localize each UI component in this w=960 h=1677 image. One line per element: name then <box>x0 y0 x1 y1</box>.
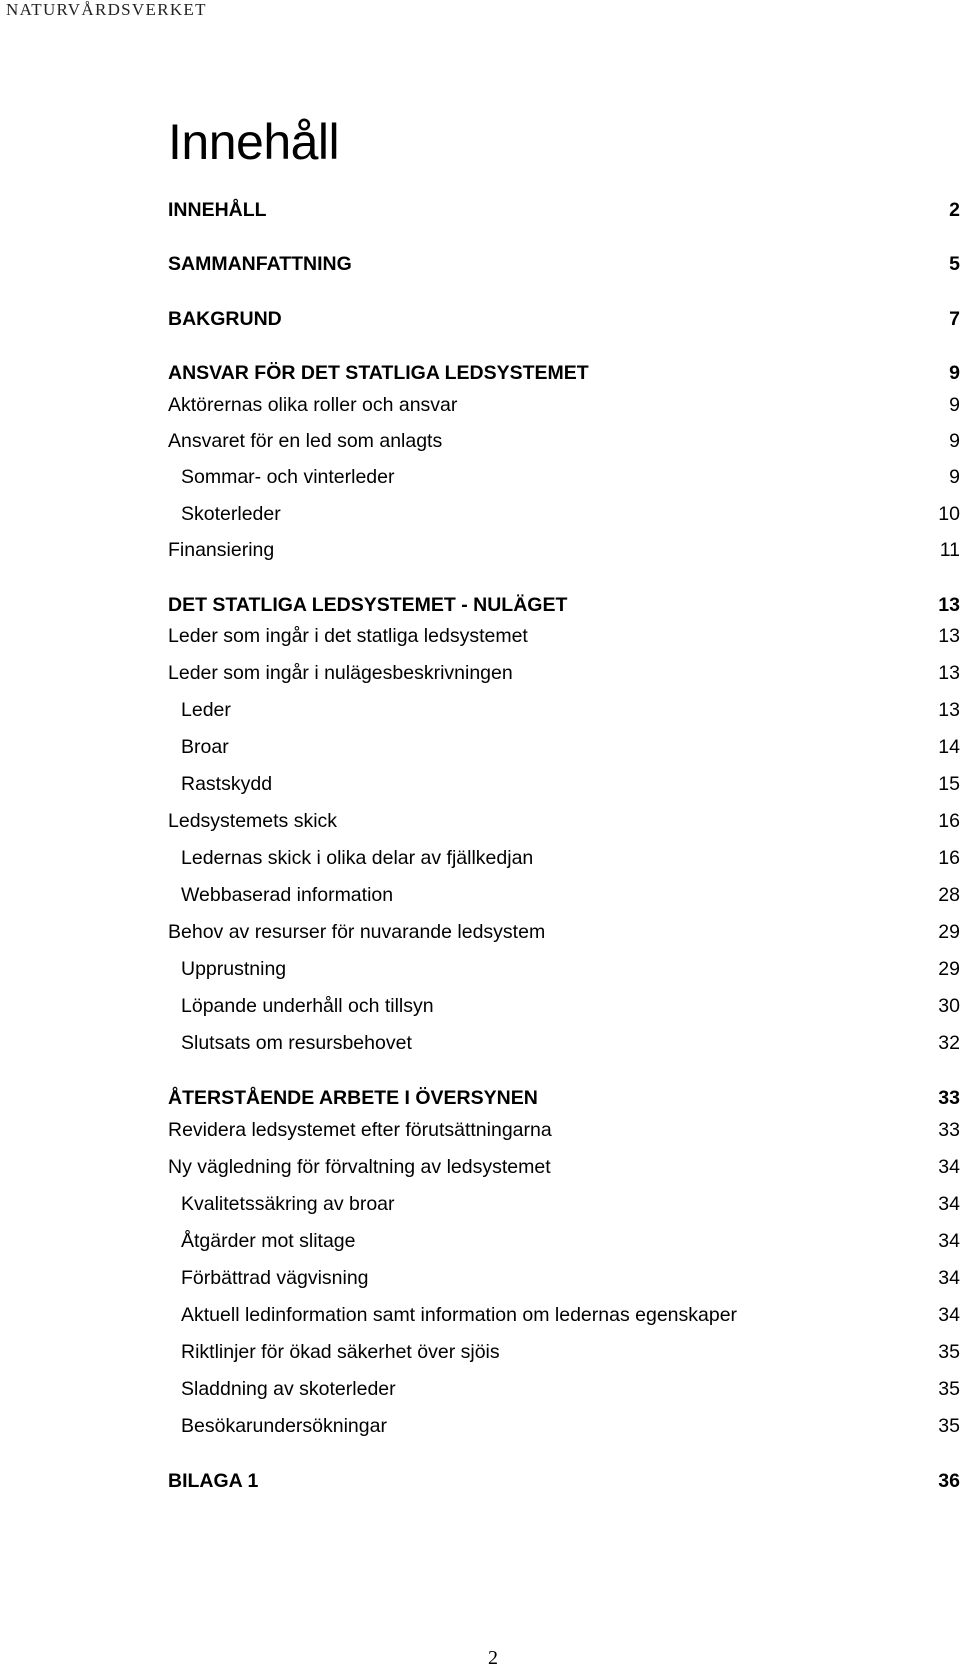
toc-entry[interactable] <box>0 883 960 913</box>
toc-entry[interactable] <box>0 1192 960 1222</box>
toc-entry[interactable] <box>0 1469 960 1499</box>
toc-entry-title: ANSVAR FÖR DET STATLIGA LEDSYSTEMET <box>168 362 589 384</box>
toc-entry-title: Besökarundersökningar <box>181 1415 387 1437</box>
toc-entry-page: 35 <box>938 1378 960 1400</box>
toc-entry-page: 34 <box>938 1267 960 1289</box>
toc-entry-page: 14 <box>938 736 960 758</box>
toc-entry-title: Leder <box>181 699 231 721</box>
toc-entry[interactable] <box>0 846 960 876</box>
toc-entry[interactable] <box>0 1229 960 1259</box>
toc-entry[interactable] <box>0 593 960 623</box>
toc-entry-title: Upprustning <box>181 958 287 980</box>
toc-entry-title: Behov av resurser för nuvarande ledsystem <box>168 921 546 943</box>
toc-entry-title: Ansvaret för en led som anlagts <box>168 430 443 452</box>
toc-entry-title: Sommar- och vinterleder <box>181 466 395 488</box>
toc-entry[interactable] <box>0 994 960 1024</box>
toc-entry[interactable] <box>0 538 960 568</box>
toc-entry-title: Åtgärder mot slitage <box>181 1230 356 1252</box>
toc-entry[interactable] <box>0 1266 960 1296</box>
toc-entry[interactable] <box>0 198 960 228</box>
toc-entry-page: 11 <box>939 539 960 561</box>
toc-entry-page: 13 <box>938 662 960 684</box>
toc-entry[interactable] <box>0 307 960 337</box>
toc-entry-page: 16 <box>938 810 960 832</box>
toc-entry-title: Webbaserad information <box>181 884 394 906</box>
toc-entry-page: 29 <box>938 958 960 980</box>
toc-entry-page: 10 <box>938 503 960 525</box>
toc-entry-page: 13 <box>938 594 960 616</box>
toc-entry[interactable] <box>0 1031 960 1061</box>
toc-entry-title: Aktuell ledinformation samt information om ledernas egenskaper <box>181 1304 738 1326</box>
toc-entry-title: BAKGRUND <box>168 308 282 330</box>
toc-entry-page: 7 <box>949 308 960 330</box>
toc-entry-page: 28 <box>938 884 960 906</box>
toc-entry-title: INNEHÅLL <box>168 199 267 221</box>
toc-entry-title: Löpande underhåll och tillsyn <box>181 995 434 1017</box>
toc-entry-title: Sladdning av skoterleder <box>181 1378 396 1400</box>
toc-entry[interactable] <box>0 1118 960 1148</box>
toc-entry-page: 13 <box>938 625 960 647</box>
toc-entry-page: 30 <box>938 995 960 1017</box>
toc-entry-page: 13 <box>938 699 960 721</box>
toc-entry-page: 36 <box>938 1470 960 1492</box>
toc-entry-page: 35 <box>938 1341 960 1363</box>
toc-entry-title: Riktlinjer för ökad säkerhet över sjöis <box>181 1341 500 1363</box>
toc-entry-title: ÅTERSTÅENDE ARBETE I ÖVERSYNEN <box>168 1087 538 1109</box>
toc-entry-title: Revidera ledsystemet efter förutsättningarna <box>168 1119 552 1141</box>
toc-entry-title: Leder som ingår i nulägesbeskrivningen <box>168 662 513 684</box>
toc-entry-title: Rastskydd <box>181 773 273 795</box>
toc-entry-page: 33 <box>938 1087 960 1109</box>
toc-entry-title: Leder som ingår i det statliga ledsystemet <box>168 625 528 647</box>
toc-entry-page: 34 <box>938 1156 960 1178</box>
toc-entry-title: Finansiering <box>168 539 275 561</box>
toc-entry-page: 34 <box>938 1304 960 1326</box>
toc-entry[interactable] <box>0 252 960 282</box>
toc-entry[interactable] <box>0 920 960 950</box>
toc-entry[interactable] <box>0 502 960 532</box>
toc-entry-page: 15 <box>938 773 960 795</box>
toc-entry-page: 9 <box>949 362 960 384</box>
toc-entry[interactable] <box>0 735 960 765</box>
toc-entry-page: 5 <box>949 253 960 275</box>
toc-entry[interactable] <box>0 429 960 459</box>
toc-entry-title: Förbättrad vägvisning <box>181 1267 369 1289</box>
toc-entry-page: 35 <box>938 1415 960 1437</box>
toc-entry[interactable] <box>0 1303 960 1333</box>
toc-entry[interactable] <box>0 1086 960 1116</box>
toc-entry-title: Broar <box>181 736 229 758</box>
toc-entry-title: BILAGA 1 <box>168 1470 259 1492</box>
toc-entry[interactable] <box>0 1155 960 1185</box>
toc-entry-title: DET STATLIGA LEDSYSTEMET - NULÄGET <box>168 594 568 616</box>
toc-entry[interactable] <box>0 698 960 728</box>
page-title: Innehåll <box>168 114 340 170</box>
toc-entry-page: 9 <box>949 394 960 416</box>
toc-entry-title: Aktörernas olika roller och ansvar <box>168 394 458 416</box>
toc-entry[interactable] <box>0 661 960 691</box>
toc-entry-title: SAMMANFATTNING <box>168 253 352 275</box>
toc-entry[interactable] <box>0 624 960 654</box>
toc-entry-page: 9 <box>949 430 960 452</box>
running-header: NATURVÅRDSVERKET <box>6 0 207 19</box>
toc-entry-title: Skoterleder <box>181 503 281 525</box>
toc-entry-title: Slutsats om resursbehovet <box>181 1032 412 1054</box>
toc-entry[interactable] <box>0 809 960 839</box>
toc-entry-page: 34 <box>938 1193 960 1215</box>
toc-entry-title: Ledsystemets skick <box>168 810 338 832</box>
toc-entry[interactable] <box>0 1377 960 1407</box>
toc-entry-page: 34 <box>938 1230 960 1252</box>
toc-entry[interactable] <box>0 957 960 987</box>
toc-entry[interactable] <box>0 1414 960 1444</box>
page-number: 2 <box>488 1647 498 1669</box>
toc-entry[interactable] <box>0 361 960 391</box>
toc-entry-page: 16 <box>938 847 960 869</box>
toc-entry-title: Ledernas skick i olika delar av fjällkedjan <box>181 847 534 869</box>
toc-entry-page: 33 <box>938 1119 960 1141</box>
toc-entry[interactable] <box>0 1340 960 1370</box>
toc-entry-page: 29 <box>938 921 960 943</box>
toc-entry-title: Ny vägledning för förvaltning av ledsystemet <box>168 1156 551 1178</box>
toc-entry[interactable] <box>0 772 960 802</box>
toc-entry-page: 9 <box>949 466 960 488</box>
toc-entry-title: Kvalitetssäkring av broar <box>181 1193 395 1215</box>
toc-entry-page: 2 <box>949 199 960 221</box>
toc-entry-page: 32 <box>938 1032 960 1054</box>
toc-entry[interactable] <box>0 465 960 495</box>
toc-entry[interactable] <box>0 393 960 423</box>
